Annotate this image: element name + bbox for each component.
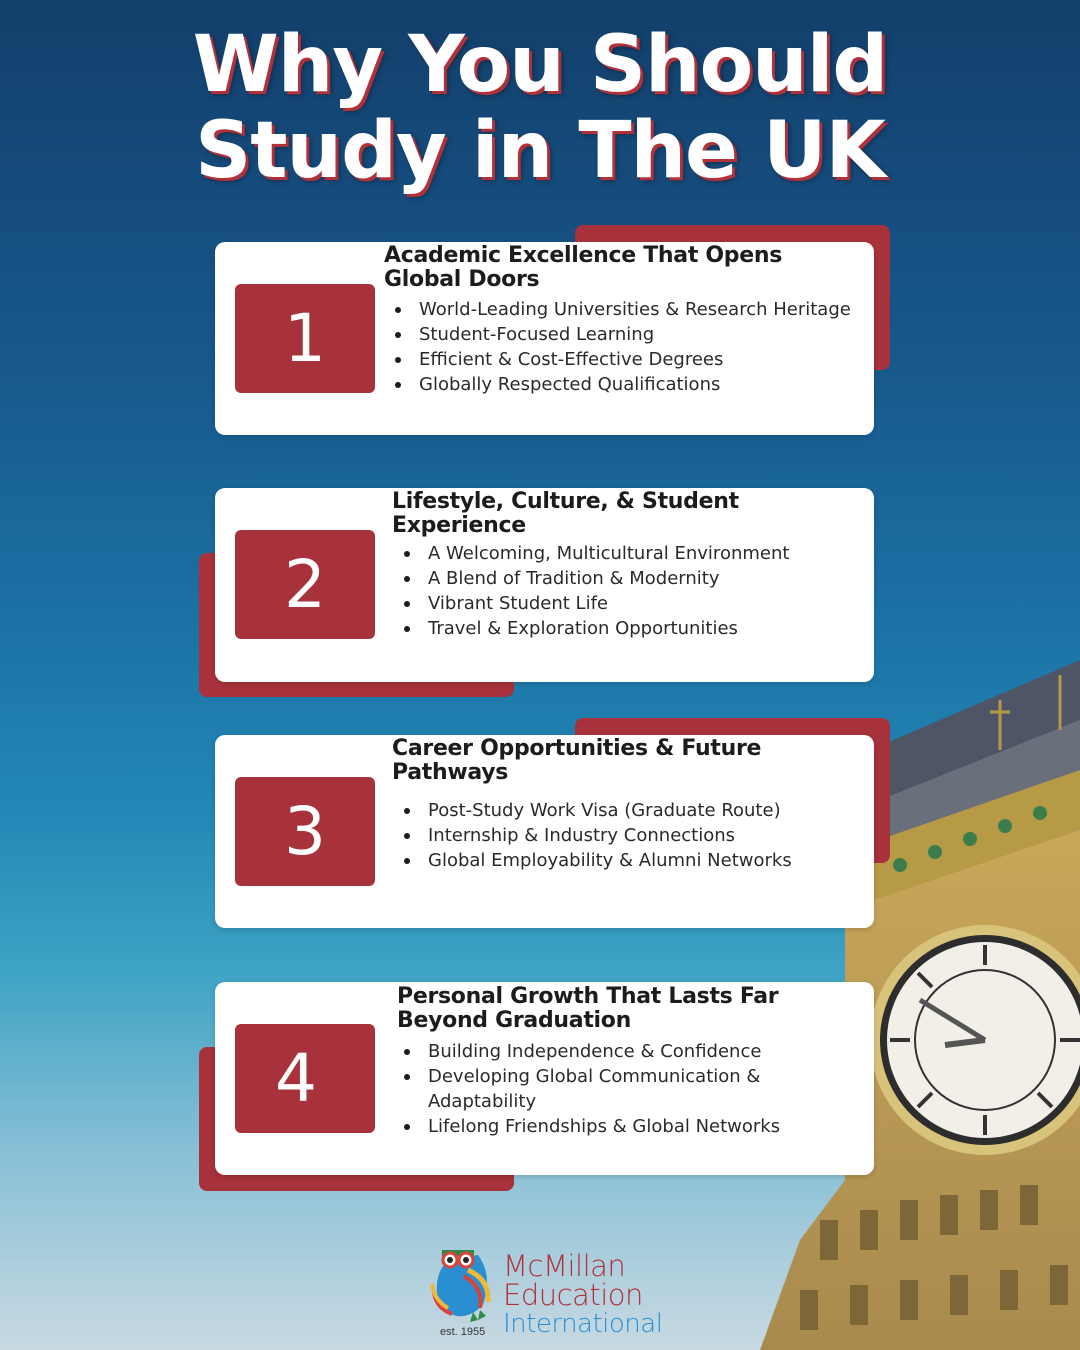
section-2-title: Lifestyle, Culture, & Student Experience — [392, 489, 739, 538]
list-item: Travel & Exploration Opportunities — [401, 616, 789, 641]
list-item: Lifelong Friendships & Global Networks — [401, 1114, 801, 1139]
list-item: Building Independence & Confidence — [401, 1039, 801, 1064]
section-1-title: Academic Excellence That Opens Global Doors — [384, 243, 783, 292]
section-2-number: 2 — [235, 530, 375, 639]
section-4-card — [215, 982, 874, 1175]
logo-line-1: McMillan — [503, 1249, 626, 1283]
title-line-1: Why You Should — [192, 20, 888, 110]
section-1-list — [392, 297, 851, 397]
list-item: Globally Respected Qualifications — [392, 372, 851, 397]
section-3-list — [401, 798, 792, 873]
logo-line-2: Education — [503, 1278, 643, 1312]
list-item: A Welcoming, Multicultural Environment — [401, 541, 789, 566]
list-item: World-Leading Universities & Research Heritage — [392, 297, 851, 322]
section-2-card — [215, 488, 874, 682]
logo-line-3: International — [503, 1309, 663, 1339]
title-line-2: Study in The UK — [195, 106, 885, 196]
page-title — [0, 22, 1080, 194]
mcmillan-education-logo — [428, 1240, 663, 1345]
section-3-title: Career Opportunities & Future Pathways — [392, 736, 762, 785]
section-2-list — [401, 541, 789, 641]
section-4-title: Personal Growth That Lasts Far Beyond Graduation — [397, 984, 779, 1033]
list-item: Internship & Industry Connections — [401, 823, 792, 848]
section-4-number: 4 — [235, 1024, 375, 1133]
owl-icon — [428, 1240, 498, 1325]
section-3-number: 3 — [235, 777, 375, 886]
list-item: Global Employability & Alumni Networks — [401, 848, 792, 873]
section-4-list — [401, 1039, 801, 1139]
list-item: Student-Focused Learning — [392, 322, 851, 347]
list-item: Developing Global Communication & Adaptability — [401, 1064, 801, 1114]
list-item: Vibrant Student Life — [401, 591, 789, 616]
list-item: A Blend of Tradition & Modernity — [401, 566, 789, 591]
section-1-number: 1 — [235, 284, 375, 393]
section-1-card — [215, 242, 874, 435]
logo-established: est. 1955 — [440, 1326, 486, 1338]
section-3-card — [215, 735, 874, 928]
list-item: Efficient & Cost-Effective Degrees — [392, 347, 851, 372]
list-item: Post-Study Work Visa (Graduate Route) — [401, 798, 792, 823]
